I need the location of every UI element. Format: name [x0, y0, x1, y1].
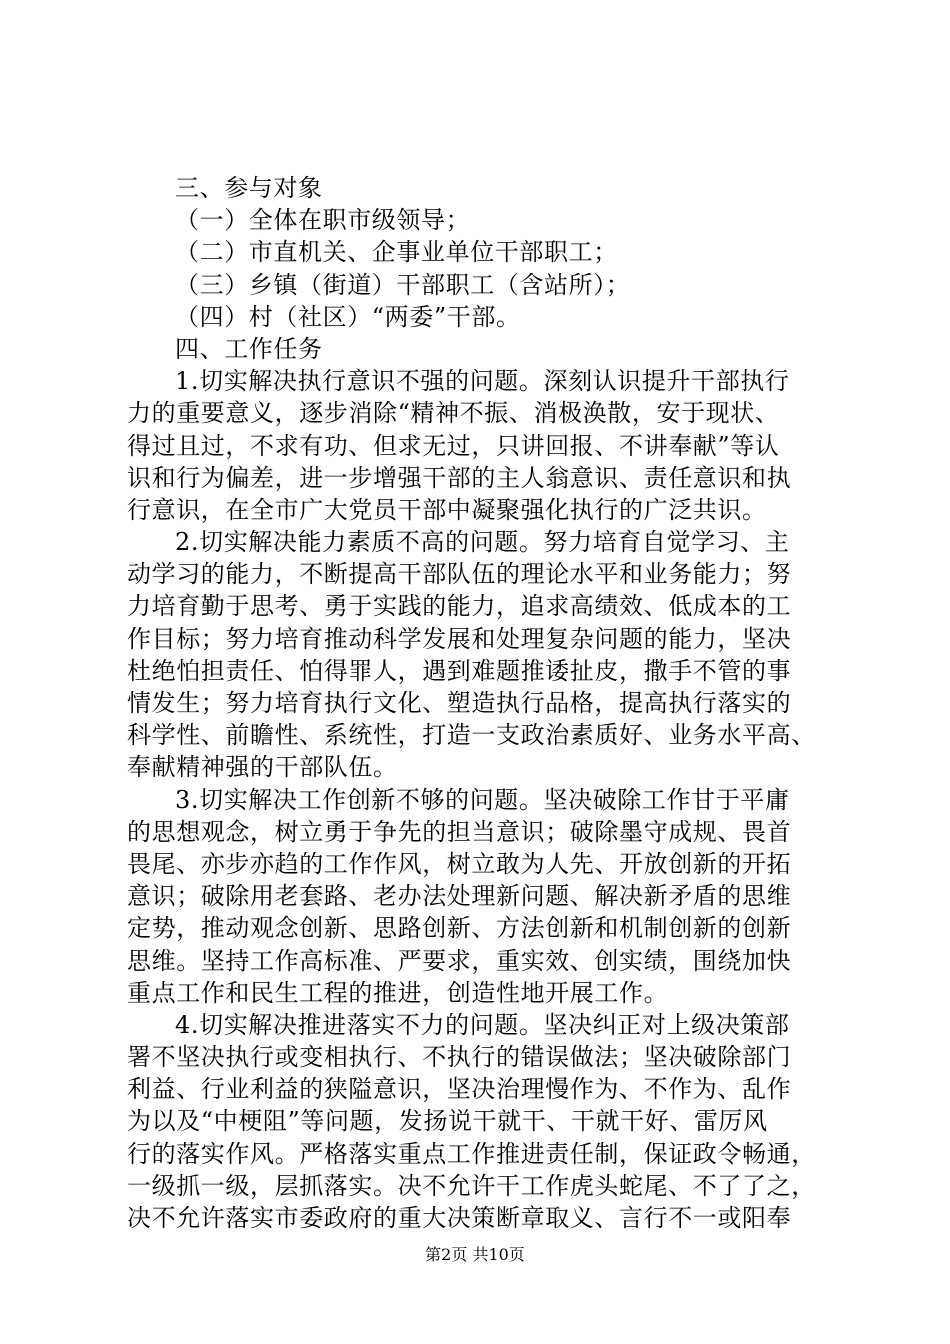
page-footer [0, 1244, 950, 1266]
text-line: （一）全体在职市级领导； [175, 206, 471, 235]
text-line: 畏尾、亦步亦趋的工作作风，树立敢为人先、开放创新的开拓 [127, 849, 792, 878]
text-line: 力的重要意义，逐步消除“精神不振、消极涣散，安于现状、 [127, 399, 780, 428]
text-line: （二）市直机关、企事业单位干部职工； [175, 238, 618, 267]
text-line: 1.切实解决执行意识不强的问题。深刻认识提升干部执行 [175, 367, 790, 396]
text-line: 2.切实解决能力素质不高的问题。努力培育自觉学习、主 [175, 528, 790, 557]
text-line: 识和行为偏差，进一步增强干部的主人翁意识、责任意识和执 [127, 463, 792, 492]
text-line: 杜绝怕担责任、怕得罪人，遇到难题推诿扯皮，撒手不管的事 [127, 656, 792, 685]
text-line: 署不坚决执行或变相执行、不执行的错误做法；坚决破除部门 [127, 1043, 792, 1072]
document-body [127, 172, 827, 1234]
text-line: 奉献精神强的干部队伍。 [127, 753, 398, 782]
text-line: 4.切实解决推进落实不力的问题。坚决纠正对上级决策部 [175, 1010, 790, 1039]
text-line: 定势，推动观念创新、思路创新、方法创新和机制创新的创新 [127, 914, 792, 943]
text-line: 作目标；努力培育推动科学发展和处理复杂问题的能力，坚决 [127, 624, 792, 653]
text-line: 重点工作和民生工程的推进，创造性地开展工作。 [127, 978, 669, 1007]
text-line: 为以及“中梗阻”等问题，发扬说干就干、干就干好、雷厉风 [127, 1107, 768, 1136]
text-line: （四）村（社区）“两委”干部。 [175, 302, 521, 331]
page-number-label: 第2页 共10页 [425, 1245, 525, 1264]
text-line: 一级抓一级，层抓落实。决不允许干工作虎头蛇尾、不了了之， [127, 1171, 816, 1200]
text-line: （三）乡镇（街道）干部职工（含站所）； [175, 270, 631, 299]
text-line: 科学性、前瞻性、系统性，打造一支政治素质好、业务水平高、 [127, 721, 816, 750]
text-line: 动学习的能力，不断提高干部队伍的理论水平和业务能力；努 [127, 560, 792, 589]
text-line: 3.切实解决工作创新不够的问题。坚决破除工作甘于平庸 [175, 785, 790, 814]
text-line: 力培育勤于思考、勇于实践的能力，追求高绩效、低成本的工 [127, 592, 792, 621]
text-line: 三、参与对象 [175, 174, 323, 202]
text-line: 行意识，在全市广大党员干部中凝聚强化执行的广泛共识。 [127, 495, 767, 524]
text-line: 决不允许落实市委政府的重大决策断章取义、言行不一或阳奉 [127, 1204, 792, 1232]
text-line: 得过且过，不求有功、但求无过，只讲回报、不讲奉献”等认 [127, 431, 780, 460]
text-line: 思维。坚持工作高标准、严要求，重实效、创实绩，围绕加快 [127, 946, 792, 975]
text-line: 的思想观念，树立勇于争先的担当意识；破除墨守成规、畏首 [127, 817, 792, 846]
text-line: 情发生；努力培育执行文化、塑造执行品格，提高执行落实的 [127, 689, 792, 717]
text-line: 行的落实作风。严格落实重点工作推进责任制，保证政令畅通， [127, 1139, 816, 1168]
text-line: 利益、行业利益的狭隘意识，坚决治理慢作为、不作为、乱作 [127, 1075, 792, 1104]
text-line: 四、工作任务 [175, 334, 323, 363]
text-line: 意识；破除用老套路、老办法处理新问题、解决新矛盾的思维 [127, 882, 792, 911]
